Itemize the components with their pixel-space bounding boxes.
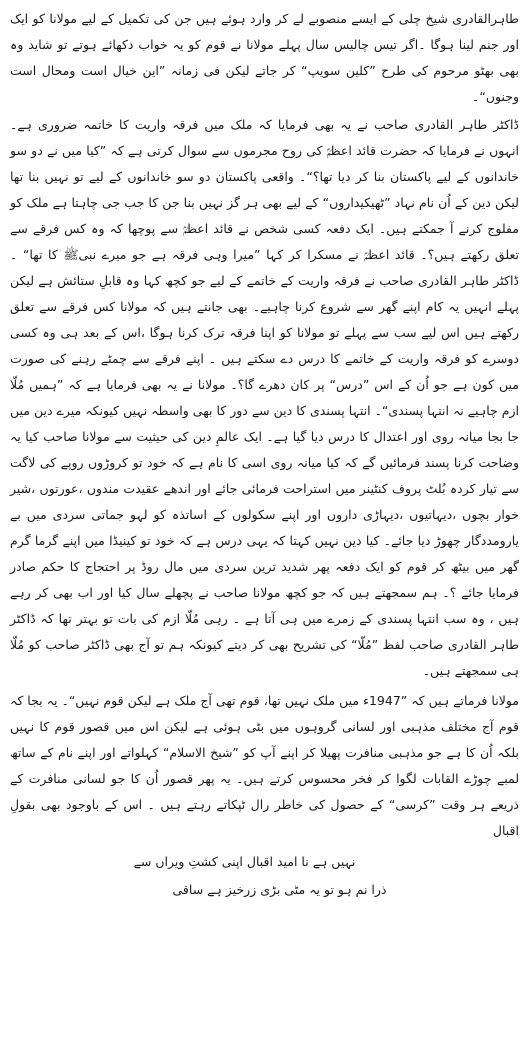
poem-line-1: نہیں ہے نا امید اقبال اپنی کشتِ ویراں سے [133, 854, 356, 869]
paragraph-body: ڈاکٹر طاہر القادری صاحب نے یہ بھی فرمایا کہ ملک میں فرقہ واریت کا خاتمہ ضروری ہے۔ انہوں نے فرمایا کہ حضرت قائد اعظمؒ کی روح مجرموں سے سوال کرتی ہے کہ ”کیا میں نے دو سو خاندانوں کے لیے پاکستان بنا کر دیا تھا؟“۔ واقعی پاکستان دو سو خاندانوں کے لیے تو نہیں بنا تھا لیکن دین کے اُن نام نہاد ”ٹھیکیداروں“ کے لیے بھی ہر گز نہیں بنا جن کا جب جی چاہتا ہے ملک کو مفلوج کرنے آ جمکتے ہیں۔ ایک دفعہ کسی شخص نے قائد اعظمؒ سے پوچھا کہ وہ کس فرقے سے تعلق رکھتے ہیں؟۔ قائد اعظمؒ نے مسکرا کر کہا ”میرا وہی فرقہ ہے جو میرے نبیﷺ کا تھا“ ۔ ڈاکٹر طاہر القادری صاحب نے فرقہ واریت کے خاتمے کے لیے جو کچھ کہا وہ قابلِ ستائش ہے لیکن پہلے انہیں یہ کام اپنے گھر سے شروع کرنا چاہیے۔ بھی جانتے ہیں کہ مولانا کس فرقے سے تعلق رکھتے ہیں اس لیے سب سے پہلے تو مولانا کو اپنا فرقہ ترک کرنا ہوگا ،اس کے بعد ہی وہ کسی دوسرے کو فرقہ واریت کے خاتمے کا درس دے سکتے ہیں ۔ اپنے فرقے سے چمٹے رہنے کی صورت میں کون ہے جو اُن کے اس ”درس“ پر کان دھرے گا؟۔ مولانا نے یہ بھی فرمایا ہے کہ ”ہمیں مُلّا ازم چاہیے نہ انتہا پسندی“۔ انتہا پسندی کا دین سے دور کا بھی واسطہ نہیں کیونکہ میرے دین میں جا بجا میانہ روی اور اعتدال کا درس دیا گیا ہے۔ ایک عالمِ دین کی حیثیت سے مولانا صاحب کیا یہ وضاحت کرنا پسند فرمائیں گے کہ کیا میانہ روی اسی کا نام ہے کہ خود تو کروڑوں روپے کی لاگت سے تیار کردہ بُلٹ پروف کنٹینر میں استراحت فرمائی جائے اور اندھے عقیدت مندوں ،عورتوں ،شیر خوار بچوں ،دیہاتیوں ،دیہاڑی داروں اور اپنے سکولوں کے اساتذہ کو لہو جماتی سردی میں بے یارومددگار چھوڑ دیا جائے۔ کیا دین نہیں کہتا کہ یہی درس ہے کہ خود تو کینیڈا میں اپنے گرما گرم گھر میں بیٹھ کر قوم کو ایک دفعہ پھر شدید ترین سردی میں مال روڈ پر احتجاج کا حکم صادر فرمایا جائے ؟۔ ہم سمجھتے ہیں کہ جو کچھ مولانا صاحب نے پچھلے سال کیا اور اب بھی کر رہے ہیں ، وہ سب انتہا پسندی کے زمرے میں ہی آتا ہے ۔ رہی مُلّا ازم کی بات تو بہتر تھا کہ ڈاکٹر طاہر القادری صاحب لفظ ”مُلّا“ کی تشریح بھی کر دیتے کیونکہ ہم تو آج بھی ڈاکٹر صاحب کو مُلّا ہی سمجھتے ہیں۔ [10, 117, 519, 678]
poem-couplet [10, 848, 519, 904]
poem-line-2: ذرا نم ہو تو یہ مٹی بڑی زرخیز ہے ساقی [172, 882, 387, 897]
paragraph-intro: طاہرالقادری شیخ چلی کے ایسے منصوبے لے کر وارد ہوئے ہیں جن کی تکمیل کے لیے مولانا کو ایک اور جنم لینا ہوگا ۔اگر تیس چالیس سال پہلے مولانا نے قوم کو یہ خواب دکھائے ہوتے تو شاید وہ بھی بھٹو مرحوم کی طرح ”کلین سویپ“ کر جاتے لیکن فی زمانہ ”این خیال است ومحال است وجنوں“۔ [10, 11, 519, 104]
paragraph-closing: مولانا فرماتے ہیں کہ ”1947ء میں ملک نہیں تھا، قوم تھی آج ملک ہے لیکن قوم نہیں“۔ یہ بجا کہ قوم آج مختلف مذہبی اور لسانی گروہوں میں بٹی ہوئی ہے لیکن اس میں قصور قوم کا نہیں بلکہ اُن کا ہے جو مذہبی منافرت پھیلا کر اپنے آپ کو ”شیخ الاسلام“ کہلواتے اور اپنے نام کے ساتھ لمبے چوڑے القابات لگوا کر فخر محسوس کرتے ہیں۔ یہ پھر قصور اُن کا جو لسانی منافرت کے ذریعے ہر وقت ”کرسی“ کے حصول کی خاطر رال ٹپکاتے رہتے ہیں ۔ اس کے باوجود بھی بقولِ اقبال [10, 693, 519, 838]
